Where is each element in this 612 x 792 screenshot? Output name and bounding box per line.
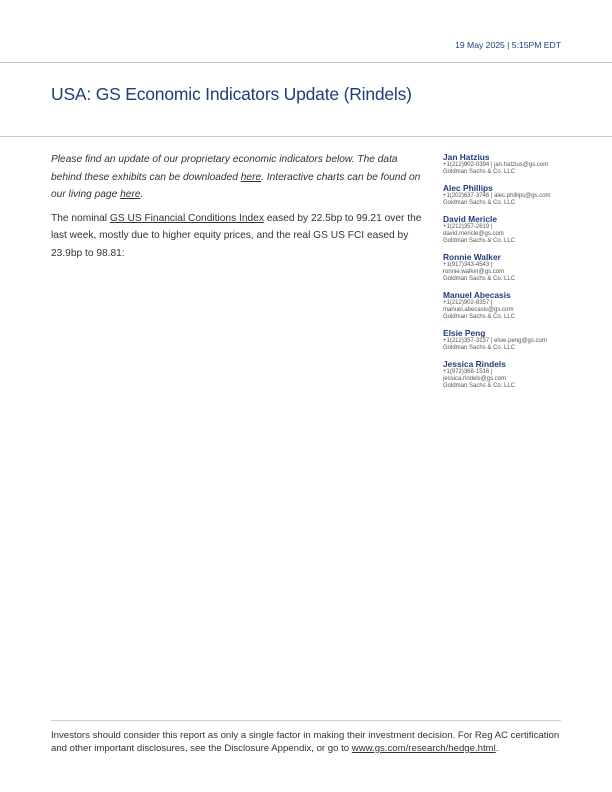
author-phone: +1(212)902-8357 | [443,300,493,306]
author-firm: Goldman Sachs & Co. LLC [443,276,516,282]
author-david-mericle [443,214,583,245]
author-jessica-rindels [443,359,583,390]
author-phone: +1(972)368-1516 | [443,369,493,375]
author-email: jessica.rindels@gs.com [443,376,507,382]
author-name[interactable]: Manuel Abecasis [443,290,511,300]
intro-text-3: . [140,189,144,201]
report-body [51,151,423,269]
author-contact: +1(212)357-3137 | elsie.peng@gs.com [443,338,547,344]
author-name[interactable]: Elsie Peng [443,328,486,338]
report-date: 19 May 2025 | 5:15PM EDT [455,40,561,50]
author-jan-hatzius [443,152,583,176]
author-name[interactable]: Ronnie Walker [443,252,501,262]
author-firm: Goldman Sachs & Co. LLC [443,314,516,320]
author-contact: +1(202)637-3746 | alec.phillips@gs.com [443,193,551,199]
author-contact: +1(212)902-0394 | jan.hatzius@gs.com [443,162,549,168]
report-title: USA: GS Economic Indicators Update (Rindels) [51,84,412,104]
living-page-link[interactable]: here [120,189,141,201]
disclosure-end: . [495,742,499,754]
intro-text-1: Please find an update of our proprietary economic indicators below. The data behind these exhibits can be downloaded [51,154,398,183]
author-phone: +1(917)343-4543 | [443,262,493,268]
author-alec-phillips [443,183,583,207]
disclosure-text: Investors should consider this report as only a single factor in making their investment decision. For Reg AC certification and other important disclosures, see the Disclosure Appendix, or go to [51,730,560,754]
disclosure-link[interactable]: www.gs.com/research/hedge.html [351,742,496,754]
header-divider [0,62,612,63]
intro-text-2: . Interactive charts can be found on our living page [51,171,421,201]
author-firm: Goldman Sachs & Co. LLC [443,383,516,389]
disclosure-footer [51,730,561,755]
fci-text-1: The nominal [51,212,110,224]
fci-text-2: eased by 22.5bp to 99.21 over the last week, mostly due to higher equity prices, and the real GS US FCI eased by 23.9bp to 98.81: [51,212,422,259]
author-email: david.mericle@gs.com [443,231,504,237]
author-elsie-peng [443,328,583,352]
author-name[interactable]: Alec Phillips [443,183,493,193]
title-divider [0,136,612,137]
author-name[interactable]: Jessica Rindels [443,359,506,369]
author-firm: Goldman Sachs & Co. LLC [443,345,516,351]
author-firm: Goldman Sachs & Co. LLC [443,238,516,244]
author-name[interactable]: Jan Hatzius [443,152,490,162]
author-ronnie-walker [443,252,583,283]
author-firm: Goldman Sachs & Co. LLC [443,200,516,206]
fci-index-link[interactable]: GS US Financial Conditions Index [109,212,264,224]
intro-paragraph [51,151,423,204]
author-email: manuel.abecasis@gs.com [443,307,514,313]
download-data-link[interactable]: here [240,171,262,183]
author-list [443,152,583,397]
author-name[interactable]: David Mericle [443,214,497,224]
footer-divider [51,720,561,721]
author-manuel-abecasis [443,290,583,321]
author-phone: +1(212)357-2619 | [443,224,493,230]
fci-paragraph [51,210,423,263]
author-email: ronnie.walker@gs.com [443,269,505,275]
author-firm: Goldman Sachs & Co. LLC [443,169,516,175]
